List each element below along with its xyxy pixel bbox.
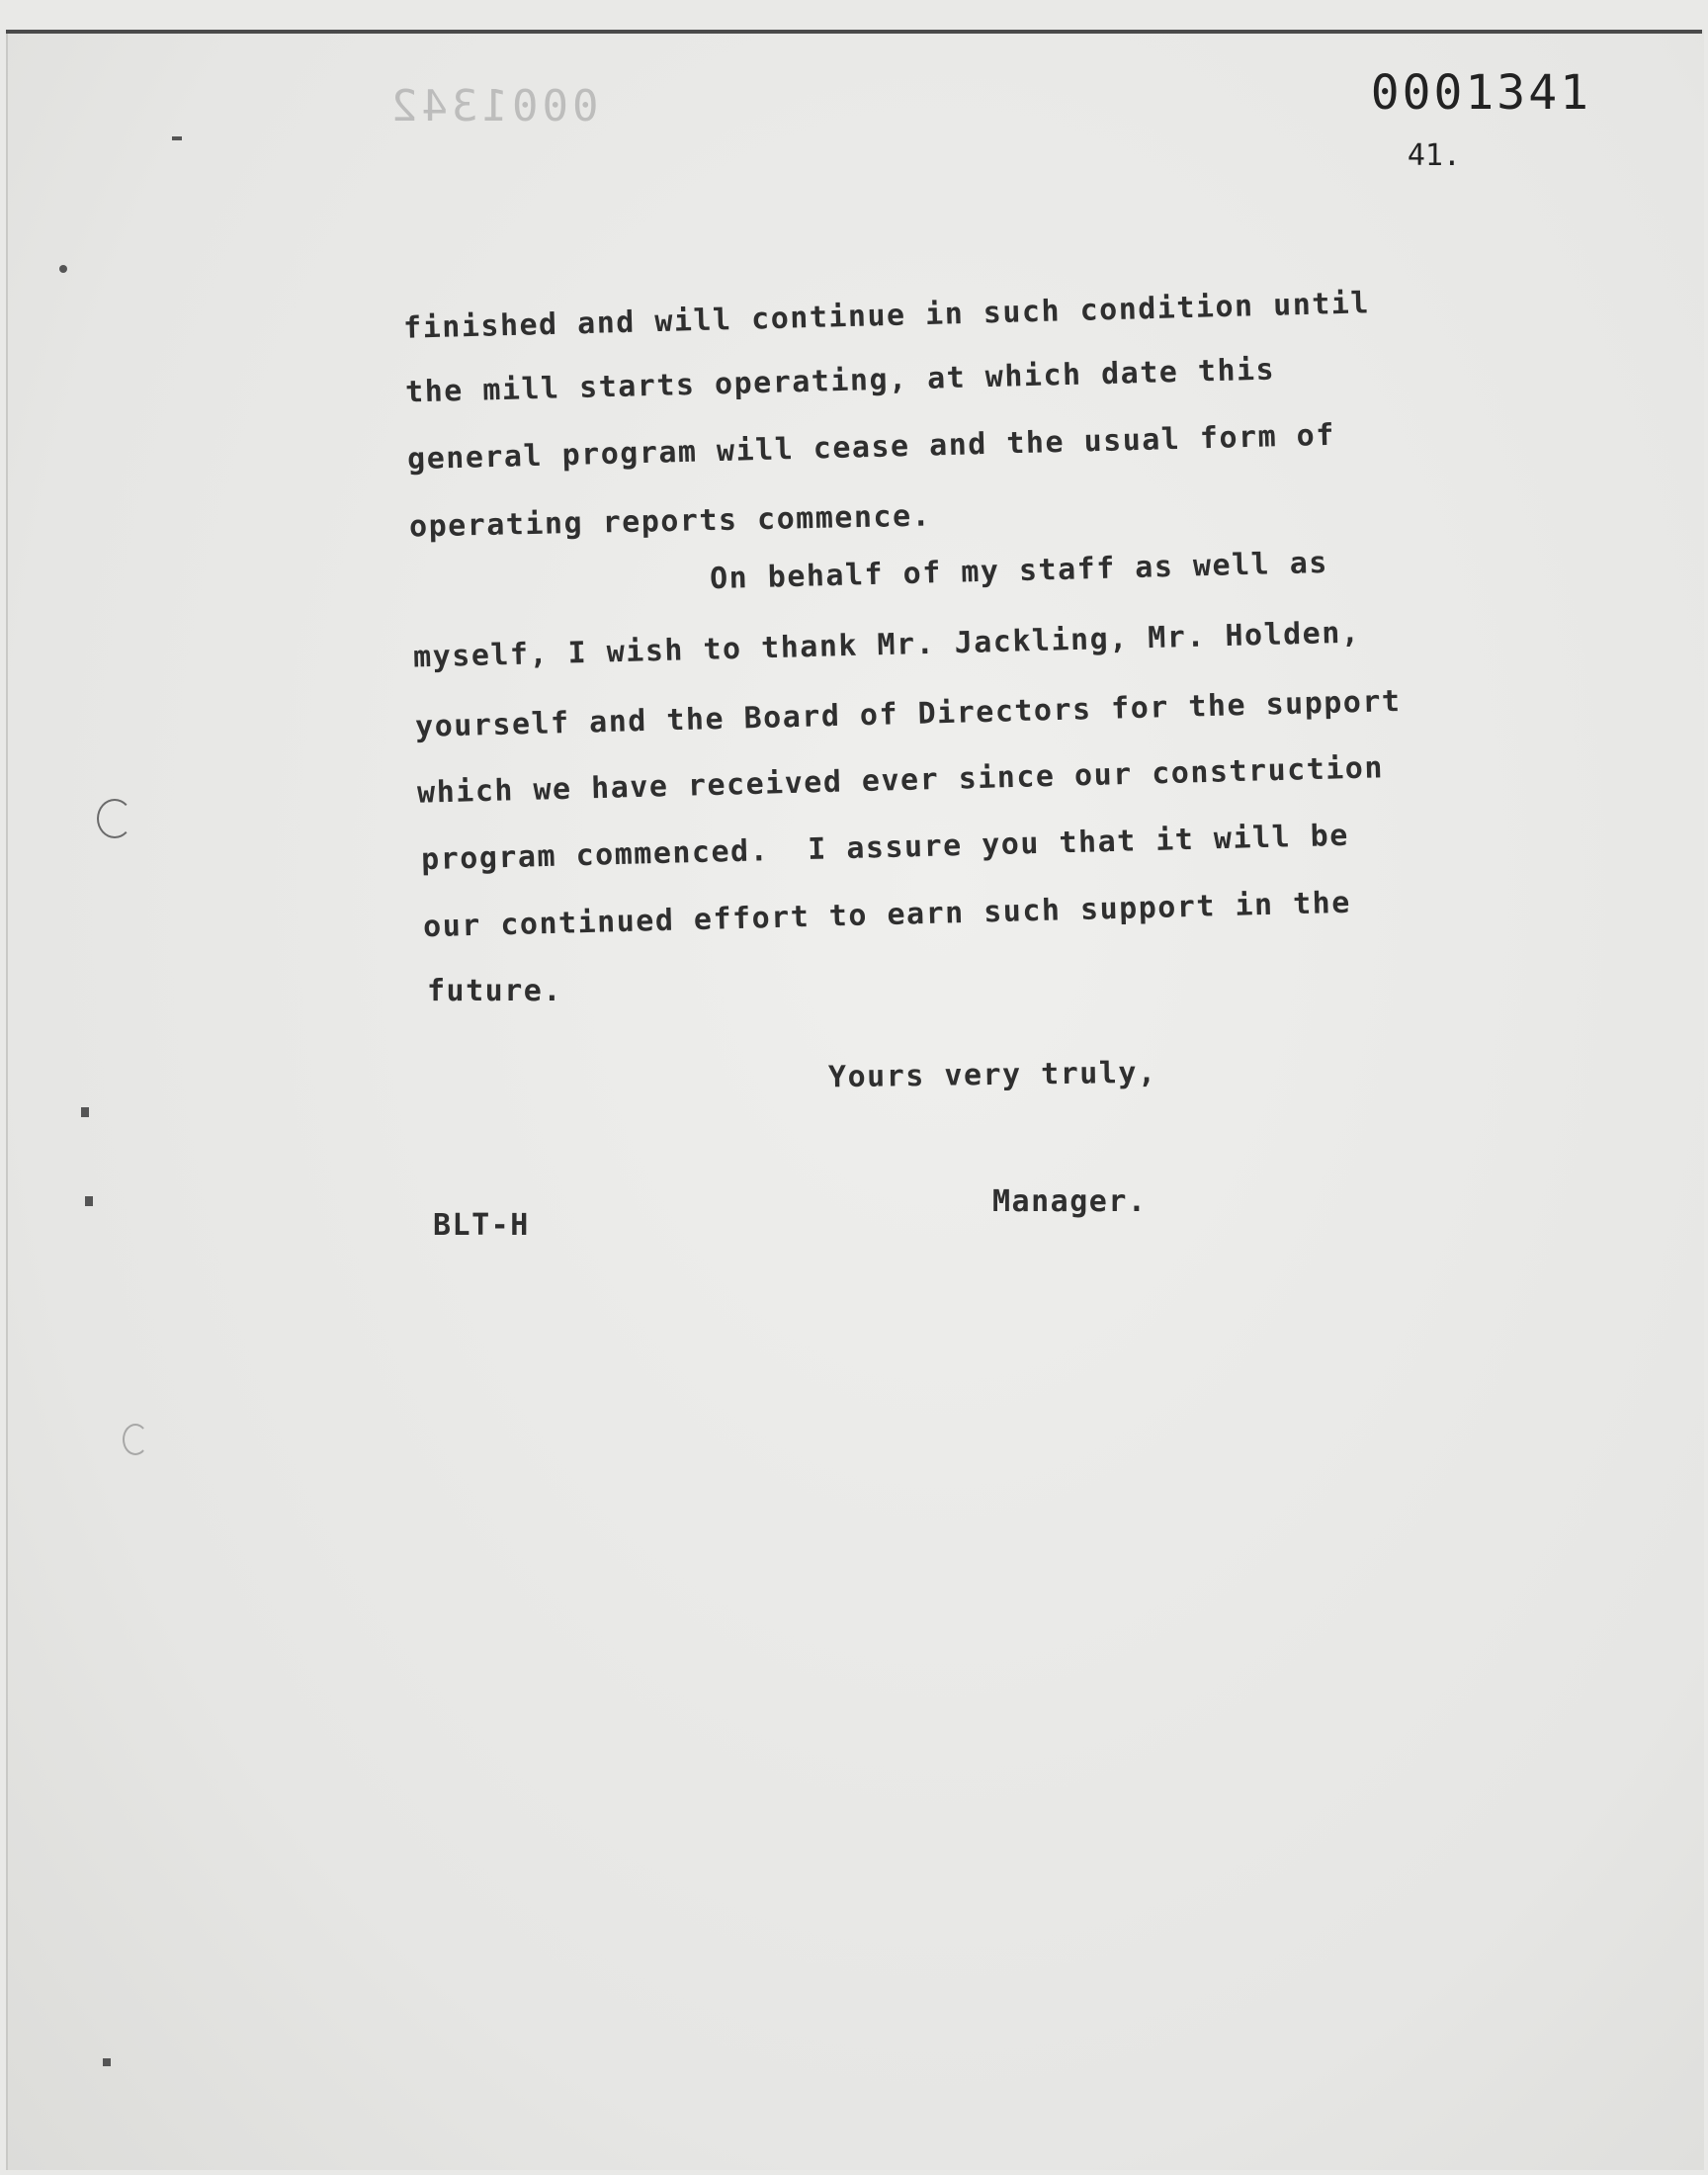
- body-line: general program will cease and the usual form of: [406, 417, 1336, 478]
- mirrored-stamp: 0001342: [387, 81, 599, 131]
- body-line: the mill starts operating, at which date this: [404, 352, 1276, 410]
- document-number: 0001341: [1370, 65, 1591, 121]
- margin-dot: [103, 2058, 111, 2066]
- body-line: yourself and the Board of Directors for the support: [414, 683, 1402, 745]
- signatory-title: Manager.: [992, 1184, 1148, 1219]
- punch-hole-mark: [97, 799, 132, 838]
- typist-initials: BLT-H: [433, 1208, 530, 1243]
- page-top-edge: [6, 30, 1702, 34]
- margin-dot: [59, 265, 67, 273]
- punch-hole-mark: [123, 1424, 148, 1455]
- margin-dot: [172, 136, 182, 140]
- body-line: which we have received ever since our construction: [416, 750, 1385, 811]
- body-line: operating reports commence.: [408, 498, 932, 545]
- page-number: 41.: [1407, 138, 1461, 173]
- margin-dot: [85, 1196, 93, 1206]
- margin-dot: [81, 1107, 89, 1117]
- body-line: program commenced. I assure you that it will be: [420, 818, 1350, 878]
- body-line: our continued effort to earn such support in the: [422, 885, 1352, 945]
- body-line: future.: [427, 974, 562, 1008]
- document-page: [6, 30, 1704, 2170]
- body-line: On behalf of my staff as well as: [709, 545, 1329, 597]
- body-line: finished and will continue in such condition until: [402, 286, 1371, 346]
- body-line: myself, I wish to thank Mr. Jackling, Mr. Holden,: [412, 615, 1361, 675]
- closing-salutation: Yours very truly,: [827, 1055, 1157, 1095]
